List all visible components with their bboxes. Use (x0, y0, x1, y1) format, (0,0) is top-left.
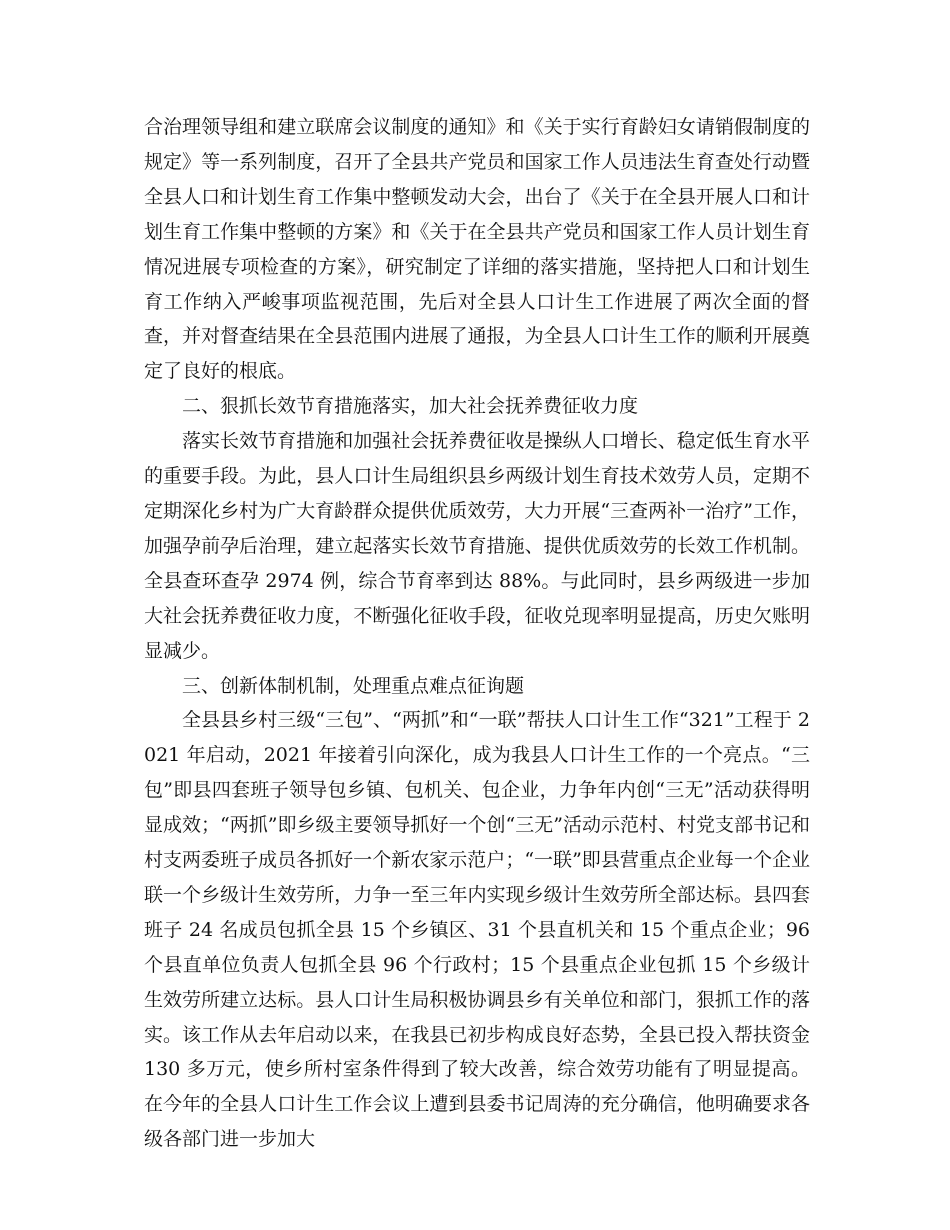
paragraph-continuation: 合治理领导组和建立联席会议制度的通知》和《关于实行育龄妇女请销假制度的规定》等一系列制度，召开了全县共产党员和国家工作人员违法生育查处行动暨全县人口和计划生育工作集中整顿发动大会，出台了《关于在全县开展人口和计划生育工作集中整顿的方案》和《关于在全县共产党员和国家工作人员计划生育情况进展专项检查的方案》，研究制定了详细的落实措施，坚持把人口和计划生育工作纳入严峻事项监视范围，先后对全县人口计生工作进展了两次全面的督查，并对督查结果在全县范围内进展了通报，为全县人口计生工作的顺利开展奠定了良好的根底。 (144, 116, 810, 383)
section-heading-2: 二、狠抓长效节育措施落实，加大社会抚养费征收力度 (182, 395, 639, 418)
paragraph-contraception-measures: 落实长效节育措施和加强社会抚养费征收是操纵人口增长、稳定低生育水平的重要手段。为此，县人口计生局组织县乡两级计划生育技术效劳人员，定期不定期深化乡村为广大育龄群众提供优质效劳，大力开展“三查两补一治疗”工作，加强孕前孕后治理，建立起落实长效节育措施、提供优质效劳的长效工作机制。全县查环查孕 2974 例，综合节育率到达 88%。与此同时，县乡两级进一步加大社会抚养费征收力度，不断强化征收手段，征收兑现率明显提高，历史欠账明显减少。 (144, 430, 810, 662)
section-heading-3: 三、创新体制机制，处理重点难点征询题 (182, 674, 525, 697)
document-body (144, 110, 810, 1157)
paragraph-321-project: 全县县乡村三级“三包”、“两抓”和“一联”帮扶人口计生工作“321”工程于 2021 年启动，2021 年接着引向深化，成为我县人口计生工作的一个亮点。“三包”即县四套班子领导包乡镇、包机关、包企业，力争年内创“三无”活动获得明显成效；“两抓”即乡级主要领导抓好一个创“三无”活动示范村、村党支部书记和村支两委班子成员各抓好一个新农家示范户；“一联”即县营重点企业每一个企业联一个乡级计生效劳所，力争一至三年内实现乡级计生效劳所全部达标。县四套班子 24 名成员包抓全县 15 个乡镇区、31 个县直机关和 15 个重点企业；96 个县直单位负责人包抓全县 96 个行政村；15 个县重点企业包抓 15 个乡级计生效劳所建立达标。县人口计生局积极协调县乡有关单位和部门，狠抓工作的落实。该工作从去年启动以来，在我县已初步构成良好态势，全县已投入帮扶资金 130 多万元，使乡所村室条件得到了较大改善，综合效劳功能有了明显提高。在今年的全县人口计生工作会议上遭到县委书记周涛的充分确信，他明确要求各级各部门进一步加大 (144, 709, 810, 1151)
